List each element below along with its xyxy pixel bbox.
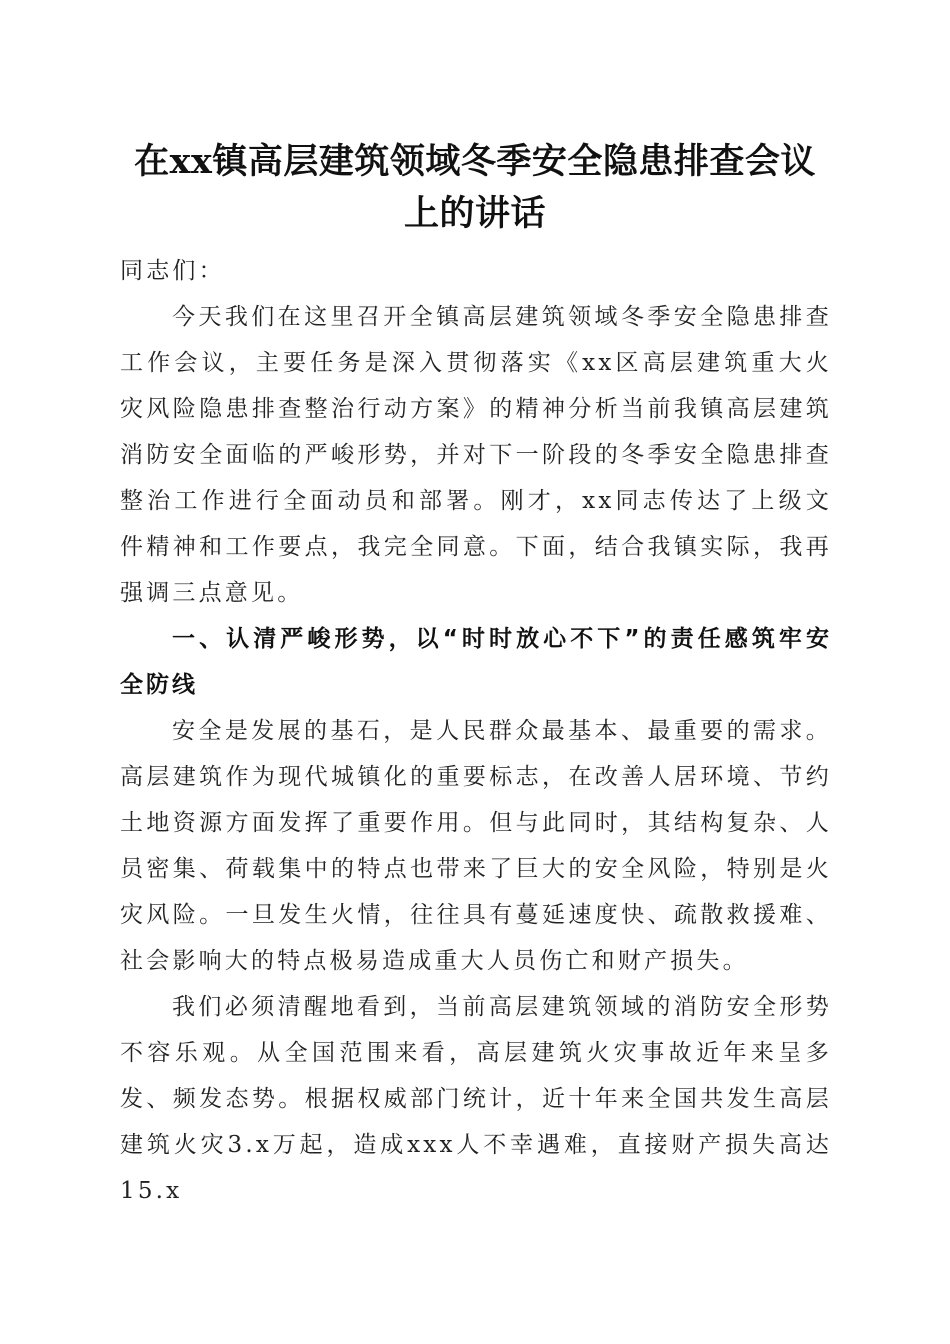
section-heading-1: 一、认清严峻形势，以“时时放心不下”的责任感筑牢安全防线 [120, 626, 832, 698]
paragraph-intro: 今天我们在这里召开全镇高层建筑领域冬季安全隐患排查工作会议，主要任务是深入贯彻落实《xx区高层建筑重大火灾风险隐患排查整治行动方案》的精神分析当前我镇高层建筑消防安全面临的严峻形势，并对下一阶段的冬季安全隐患排查整治工作进行全面动员和部署。刚才，xx同志传达了上级文件精神和工作要点，我完全同意。下面，结合我镇实际，我再强调三点意见。 [120, 304, 832, 606]
document-title [100, 136, 850, 240]
title-line-2: 上的讲话 [403, 193, 546, 234]
salutation: 同志们： [120, 258, 225, 284]
document-body [120, 248, 832, 1214]
paragraph-safety-foundation: 安全是发展的基石，是人民群众最基本、最重要的需求。高层建筑作为现代城镇化的重要标志，在改善人居环境、节约土地资源方面发挥了重要作用。但与此同时，其结构复杂、人员密集、荷载集中的特点也带来了巨大的安全风险，特别是火灾风险。一旦发生火情，往往具有蔓延速度快、疏散救援难、社会影响大的特点极易造成重大人员伤亡和财产损失。 [120, 718, 832, 974]
title-line-1: 在xx镇高层建筑领域冬季安全隐患排查会议 [134, 141, 816, 182]
paragraph-situation: 我们必须清醒地看到，当前高层建筑领域的消防安全形势不容乐观。从全国范围来看，高层建筑火灾事故近年来呈多发、频发态势。根据权威部门统计，近十年来全国共发生高层建筑火灾3.x万起，造成xxx人不幸遇难，直接财产损失高达15.x [120, 994, 832, 1204]
